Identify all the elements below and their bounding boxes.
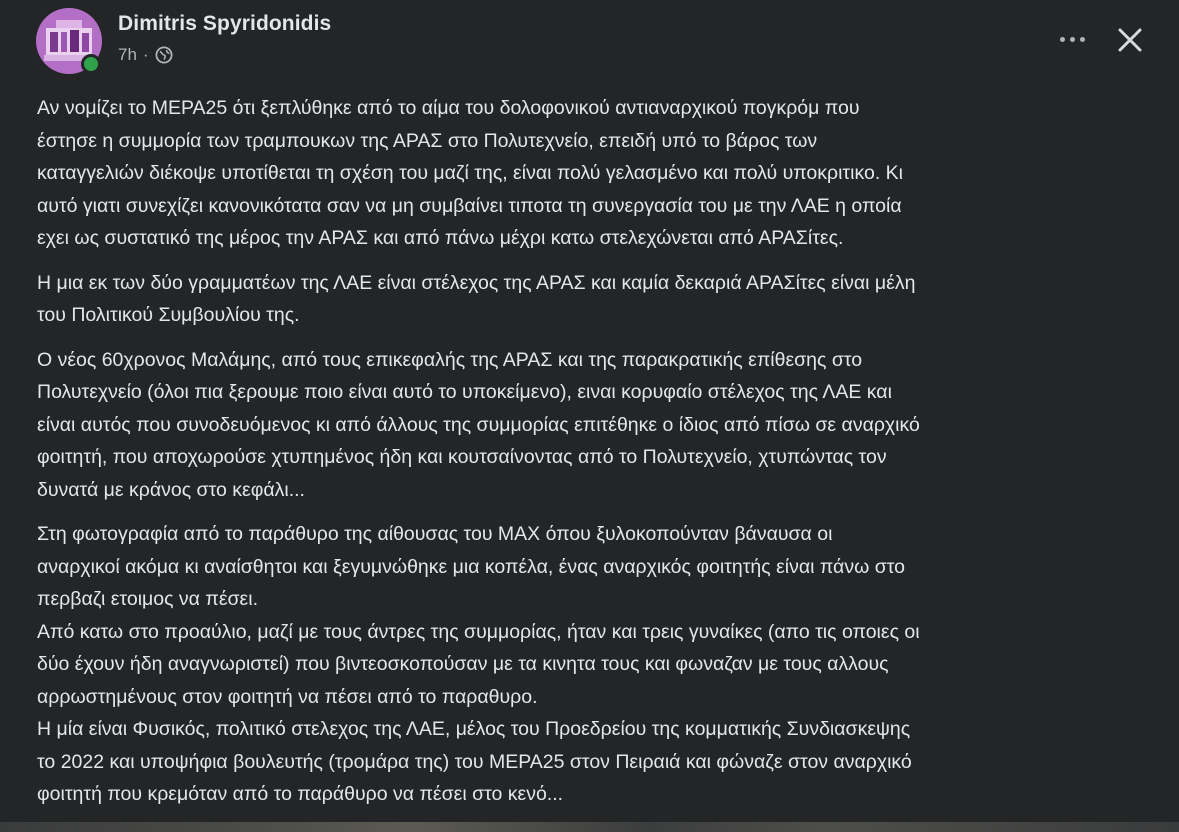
text-line: καταγγελιών διέκοψε υποτίθεται τη σχέση του μαζί της, είναι πολύ γελασμένο και πολύ υποκριτικο. Κι: [37, 162, 903, 184]
dot-icon: [1070, 37, 1075, 42]
globe-icon[interactable]: [155, 46, 173, 64]
text-line: έστησε η συμμορία των τραμπουκων της ΑΡΑΣ στο Πολυτεχνείο, επειδή υπό το βάρος των: [37, 129, 818, 152]
text-line: δύο έχουν ήδη αναγνωριστεί) που βιντεοσκοπούσαν με τα κινητα τους και φωναζαν με τους αλλους: [37, 653, 889, 675]
paragraph-4: [37, 518, 1147, 811]
attached-photo-preview[interactable]: [0, 822, 1179, 832]
dot-icon: [1060, 37, 1065, 42]
text-line: Η μια εκ των δύο γραμματέων της ΛΑΕ είναι στέλεχος της ΑΡΑΣ και καμία δεκαριά ΑΡΑΣίτες είναι μέλη: [37, 271, 916, 294]
paragraph-3: [37, 344, 1147, 507]
text-line: του Πολιτικού Συμβουλίου της.: [37, 304, 300, 326]
post-timestamp[interactable]: 7h: [118, 45, 137, 64]
text-line: αναρχικοί ακόμα κι αναίσθητοι και ξεγυμνώθηκε μια κοπέλα, ένας αναρχικός φοιτητής είναι πάνω στο: [37, 555, 906, 578]
author-avatar-wrapper[interactable]: [36, 8, 102, 74]
text-line: αρρωστημένους στον φοιτητή να πέσει από το παραθυρο.: [37, 685, 538, 708]
text-line: φοιτητή που κρεμόταν από το παράθυρο να πέσει στο κενό...: [37, 783, 564, 805]
text-line: Αν νομίζει το ΜΕΡΑ25 ότι ξεπλύθηκε από το αίμα του δολοφονικού αντιαναρχικού πογκρόμ που: [37, 97, 860, 119]
more-options-icon[interactable]: [1052, 22, 1092, 56]
paragraph-2: [37, 267, 1147, 332]
post-meta: [118, 45, 173, 65]
text-line: Η μία είναι Φυσικός, πολιτικό στελεχος της ΛΑΕ, μέλος του Προεδρείου της κομματικής Συνδιασκεψης: [37, 718, 911, 740]
text-line: φοιτητή, που αποχωρούσε χτυπημένος ήδη και κουτσαίνοντας από το Πολυτεχνείο, χτυπώντας τον: [37, 446, 887, 468]
text-line: αυτό γιατι συνεχίζει κανονικότατα σαν να μη συμβαίνει τιποτα τη συνεργασία του με την ΛΑΕ η οποία: [37, 194, 902, 217]
text-line: Από κατω στο προαύλιο, μαζί με τους άντρες της συμμορίας, ήταν και τρεις γυναίκες (απο τις οποιες οι: [37, 620, 920, 643]
text-line: είναι αυτός που συνοδευόμενος κι από άλλους της συμμορίας επιτέθηκε ο ίδιος από πίσω σε αναρχικό: [37, 413, 920, 436]
online-status-dot: [81, 54, 101, 74]
close-icon[interactable]: [1108, 18, 1152, 62]
dot-icon: [1080, 37, 1085, 42]
text-line: δυνατά με κράνος στο κεφάλι...: [37, 478, 305, 501]
text-line: Ο νέος 60χρονος Μαλάμης, από τους επικεφαλής της ΑΡΑΣ και της παρακρατικής επίθεσης στο: [37, 348, 863, 371]
author-name[interactable]: Dimitris Spyridonidis: [118, 12, 332, 35]
text-line: το 2022 και υποψήφια βουλευτής (τρομάρα της) του ΜΕΡΑ25 στον Πειραιά και φώναζε στον αναρχικό: [37, 750, 912, 773]
meta-separator: ·: [142, 45, 149, 64]
text-line: Στη φωτογραφία από το παράθυρο της αίθουσας του ΜΑΧ όπου ξυλοκοπούνταν βάναυσα οι: [37, 523, 833, 545]
post-body: [37, 92, 1147, 811]
paragraph-1: [37, 92, 1147, 255]
text-line: περβαζι ετοιμος να πέσει.: [37, 588, 258, 610]
text-line: Πολυτεχνείο (όλοι πια ξερουμε ποιο είναι αυτό το υποκείμενο), ειναι κορυφαίο στέλεχος της ΛΑΕ και: [37, 381, 892, 403]
text-line: εχει ως συστατικό της μέρος την ΑΡΑΣ και από πάνω μέχρι κατω στελεχώνεται από ΑΡΑΣίτες.: [37, 227, 844, 249]
